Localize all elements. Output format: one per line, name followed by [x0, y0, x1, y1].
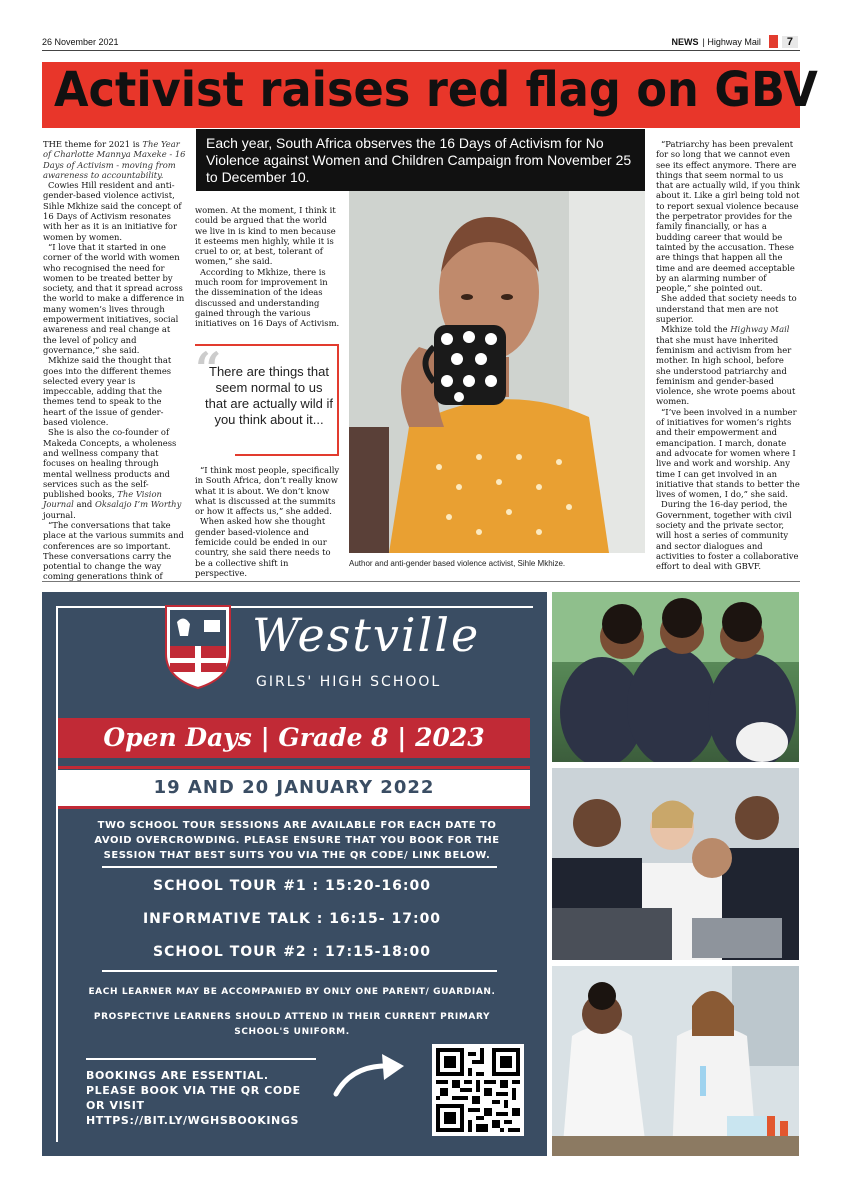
paragraph: “The conversations that take place at the various summits and conferences are so important. These conversations carry the potential to change the way coming generations think of — [43, 519, 184, 582]
standfirst: Each year, South Africa observes the 16 Days of Activism for No Violence against Women and Children Campaign from November 25 to December 10. — [196, 129, 645, 191]
header-masthead — [672, 35, 798, 48]
book-title: The Vision Journal — [43, 489, 162, 510]
girls-huddle-photo — [552, 592, 799, 762]
ad-red-rule — [58, 766, 530, 769]
open-days-dates: 19 AND 20 JANUARY 2022 — [58, 770, 530, 806]
school-tour-1: SCHOOL TOUR #1 : 15:20-16:00 — [153, 878, 431, 894]
paragraph: “Patriarchy has been prevalent for so long that we cannot even see its effect anymore. There are things that seem normal to us that are actually wild, if you think about it. Like a girl being told not to report sexual violence because the perpetrator provides for the family financially, or has a budding career that would be tainted by the accusation. These are things that happen all the time and are deemed acceptable by an alarming number of people,” she pointed out. — [656, 139, 800, 294]
computer-class-photo — [552, 768, 799, 960]
paragraph: “I love that it started in one corner of the world with women who recognised the need for women to be treated better by society, and that it spread across the world to make a difference in many women’s lives through empowerment initiatives, social awareness and real change at the level of policy and governance,” she said. — [43, 241, 185, 355]
photo-caption: Author and anti-gender based violence activist, Sihle Mkhize. — [349, 559, 566, 568]
qr-code[interactable] — [432, 1044, 524, 1136]
paragraph: women. At the moment, I think it could be argued that the world we live in is kind to men because it esteems men highly, while it is cruel to or, at best, tolerant of women,” she said. — [195, 205, 336, 267]
tour-info-text: TWO SCHOOL TOUR SESSIONS ARE AVAILABLE FOR EACH DATE TO AVOID OVERCROWDING. PLEASE ENSURE THAT YOU BOOK FOR THE SESSION THAT BEST SUITS YOU VIA THE QR CODE/ LINK BELOW. — [94, 820, 500, 861]
text: that she must have inherited feminism and activism from her mother. In high school, before she understood patriarchy and feminism and gender-based violence, she wrote poems about women. — [656, 334, 796, 407]
paragraph: “I’ve been involved in a number of initiatives for women’s rights and their empowerment and emancipation. I march, donate and advocate for women where I live and work and worship. Any time I can get involved in an initiative that stands to better the lives of women, I do,” she said. — [656, 406, 800, 500]
booking-link[interactable]: OR VISIT HTTPS://BIT.LY/WGHSBOOKINGS — [86, 1099, 300, 1127]
page-number: 7 — [782, 36, 798, 48]
uniform-note: PROSPECTIVE LEARNERS SHOULD ATTEND IN THEIR CURRENT PRIMARY SCHOOL'S UNIFORM. — [93, 1012, 491, 1037]
computer-class-illustration — [552, 768, 799, 960]
publication-name: | Highway Mail — [702, 36, 761, 47]
paragraph: Cowies Hill resident and anti-gender-based violence activist, Sihle Mkhize said the concept of 16 Days of Activism resonates with her as it is an initiative for women by women. — [43, 180, 182, 242]
text: Mkhize told the — [661, 324, 731, 335]
paragraph — [656, 324, 800, 406]
arrow-right-icon — [332, 1048, 410, 1100]
paragraph — [43, 139, 186, 180]
activist-photo — [349, 187, 645, 553]
article-column-2-bottom — [195, 465, 340, 578]
article-column-2-top — [195, 205, 340, 329]
section-label: NEWS — [671, 36, 699, 47]
school-name-script: Westville — [252, 608, 481, 662]
open-days-banner: Open Days | Grade 8 | 2023 — [58, 718, 530, 758]
guardian-note: EACH LEARNER MAY BE ACCOMPANIED BY ONLY ONE PARENT/ GUARDIAN. — [88, 987, 496, 997]
school-advert — [42, 592, 547, 1156]
booking-info — [86, 1068, 346, 1128]
booking-line: PLEASE BOOK VIA THE QR CODE — [86, 1084, 301, 1097]
science-lab-photo — [552, 966, 799, 1156]
school-tour-2: SCHOOL TOUR #2 : 17:15-18:00 — [153, 944, 431, 960]
header-date: 26 November 2021 — [42, 37, 119, 47]
paragraph — [43, 427, 186, 520]
portrait-illustration — [349, 187, 645, 553]
paragraph: She added that society needs to understand that men are not superior. — [656, 293, 797, 325]
pull-quote-rule — [235, 454, 337, 456]
article-column-4 — [656, 139, 800, 571]
science-lab-illustration — [552, 966, 799, 1156]
lead-text: THE theme for 2021 is — [43, 139, 143, 149]
ad-white-rule — [102, 970, 497, 972]
ad-red-rule — [58, 806, 530, 809]
paragraph: Mkhize said the thought that goes into the different themes selected every year is impeccable, adding that the themes tend to speak to the heart of the issue of gender-based violence. — [43, 355, 172, 428]
booking-line: BOOKINGS ARE ESSENTIAL. — [86, 1069, 269, 1082]
red-marker — [769, 35, 778, 48]
section-divider — [42, 581, 800, 582]
qr-code-icon — [436, 1048, 520, 1132]
huddle-illustration — [552, 592, 799, 762]
book-title: Oksalajo I’m Worthy — [94, 499, 182, 510]
school-name-subtitle: GIRLS' HIGH SCHOOL — [256, 674, 442, 690]
ad-white-rule — [86, 1058, 316, 1060]
pull-quote — [195, 344, 339, 456]
paragraph: According to Mkhize, there is much room for improvement in the dissemination of the ideas discussed and understanding gained through the various initiatives on 16 Days of Activism. — [195, 266, 340, 329]
ad-white-rule — [102, 866, 497, 868]
text: journal. — [43, 509, 76, 520]
informative-talk: INFORMATIVE TALK : 16:15- 17:00 — [142, 911, 442, 927]
publication-mention: Highway Mail — [730, 324, 790, 335]
header-rule — [42, 50, 800, 51]
school-crest-icon — [162, 602, 234, 690]
paragraph: “I think most people, specifically in South Africa, don’t really know what it is about. We don’t know what is discussed at the summits or how it affects us,” she added. — [195, 465, 340, 517]
pull-quote-text: There are things that seem normal to us that are actually wild if you think about it... — [205, 364, 333, 427]
text: and — [73, 499, 95, 510]
theme-text: The Year of Charlotte Mannya Maxeke - 16 Days of Activism - moving from awareness to accountability. — [43, 139, 186, 180]
quote-mark-icon: “ — [195, 342, 222, 396]
paragraph: During the 16-day period, the Government, together with civil society and the private sector, will host a series of community and sector dialogues and activities to foster a collaborative effort to deal with GBVF. — [656, 499, 799, 572]
text: She is also the co-founder of Makeda Concepts, a wholeness and wellness company that focuses on healing through mental wellness products and services such as the self-published books, — [43, 427, 177, 500]
article-column-1 — [43, 139, 186, 582]
paragraph: When asked how she thought gender based-violence and femicide could be ended in our country, she said there needs to be a collective shift in perspective. — [195, 516, 331, 578]
headline: Activist raises red flag on GBV — [54, 62, 818, 118]
